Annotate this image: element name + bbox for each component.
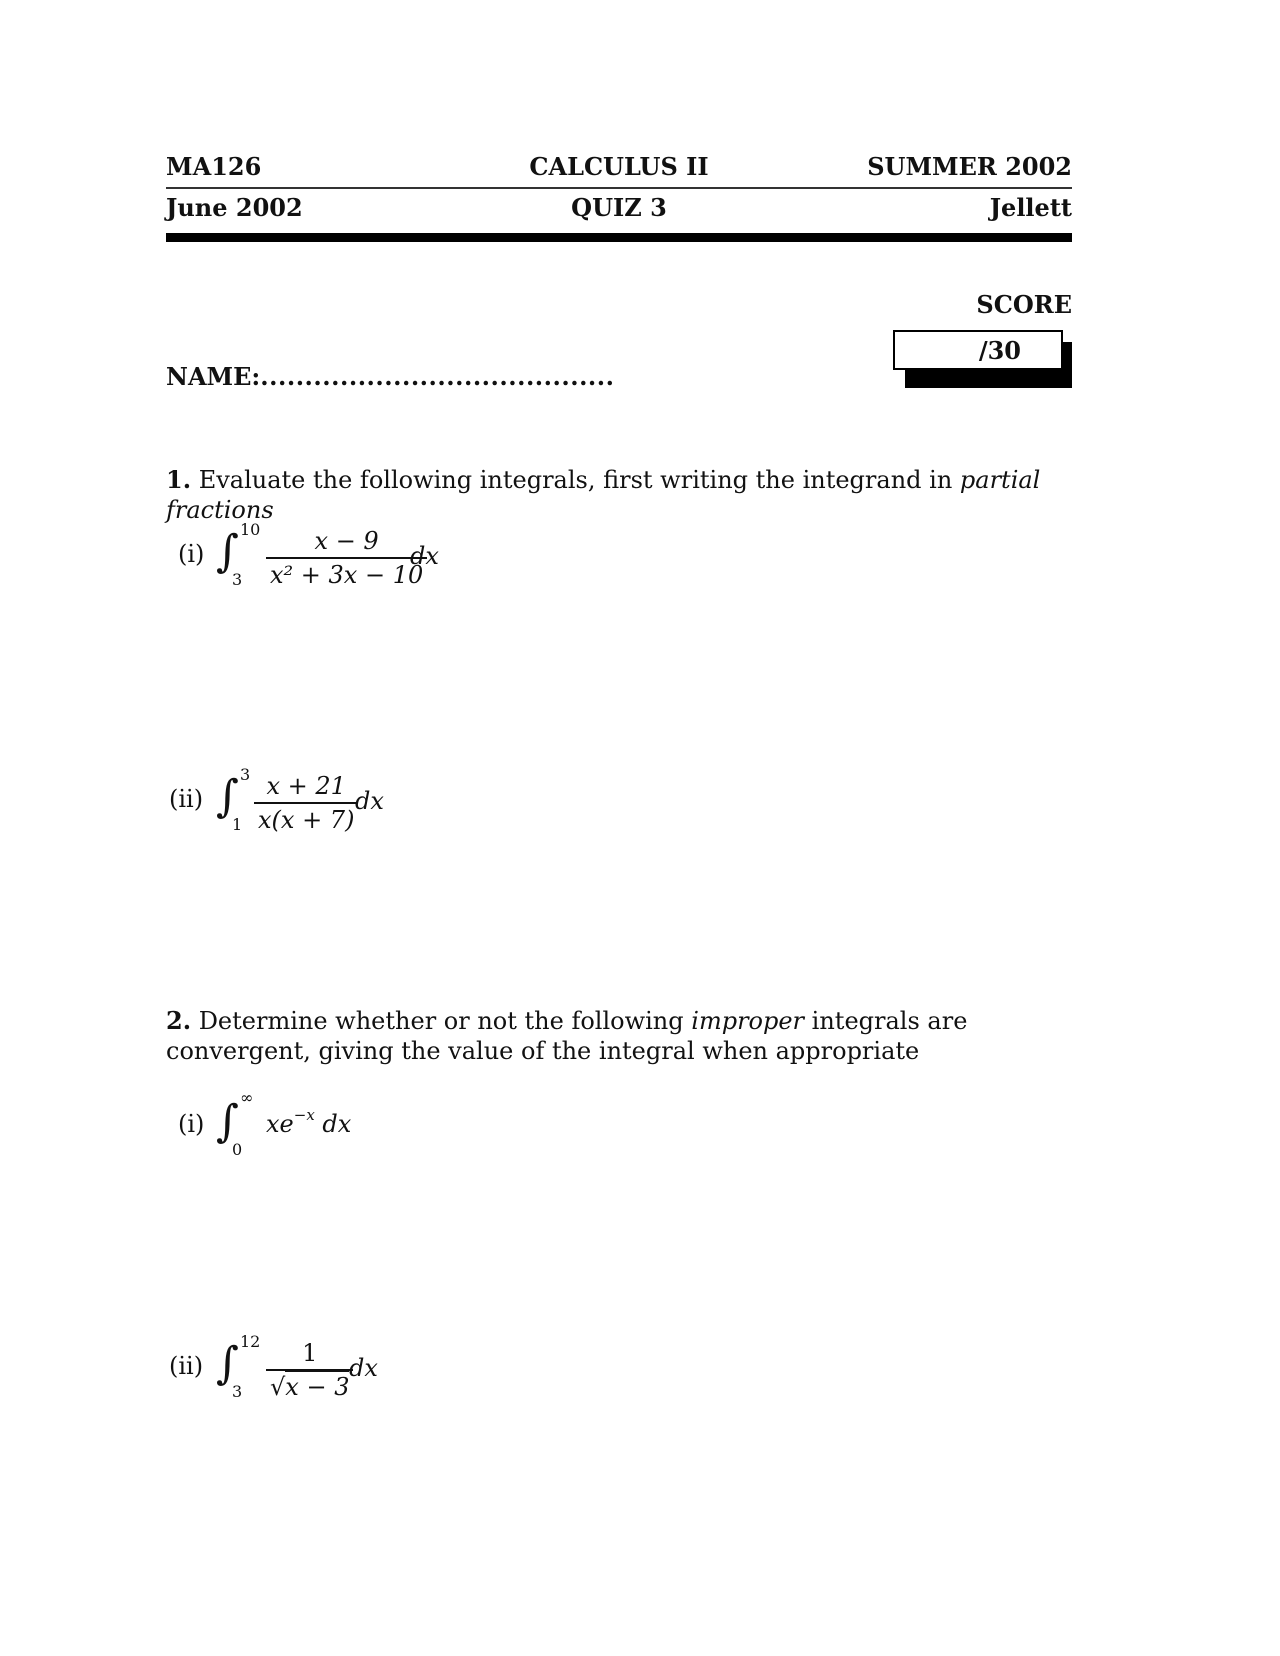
quiz-date: June 2002 — [166, 193, 303, 222]
question-1-number: 1. — [166, 465, 192, 494]
course-code: MA126 — [166, 152, 262, 181]
question-1-emphasis: partial fractions — [166, 466, 1041, 524]
question-2-emphasis: improper — [691, 1007, 805, 1035]
integral-sign: ∫ — [216, 1096, 239, 1147]
integrand — [266, 1106, 352, 1138]
upper-limit: 12 — [240, 1332, 261, 1351]
item-label: (ii) — [169, 1352, 204, 1380]
item-label: (i) — [178, 1110, 205, 1138]
integrand-fraction — [254, 772, 358, 834]
header-row-1 — [166, 152, 1072, 181]
header-divider — [166, 187, 1072, 189]
differential: dx — [349, 1354, 378, 1382]
denominator: x² + 3x − 10 — [270, 561, 424, 589]
denominator: x(x + 7) — [258, 806, 355, 834]
course-subject: CALCULUS II — [529, 152, 709, 181]
lower-limit: 3 — [232, 1382, 243, 1401]
name-dots: ........................................ — [260, 362, 615, 391]
question-1 — [166, 465, 1072, 525]
upper-limit: ∞ — [240, 1088, 254, 1107]
integral-sign: ∫ — [216, 526, 239, 577]
header-thick-rule — [166, 233, 1072, 242]
score-label: SCORE — [976, 290, 1072, 319]
question-2 — [166, 1006, 1072, 1066]
upper-limit: 10 — [240, 520, 261, 539]
question-2-text: Determine whether or not the following — [191, 1007, 692, 1035]
integrand-fraction — [266, 527, 427, 589]
radicand: x − 3 — [285, 1370, 349, 1401]
quiz-title: QUIZ 3 — [571, 193, 667, 222]
header-row-2 — [166, 193, 1072, 222]
lower-limit: 3 — [232, 570, 243, 589]
fraction-bar — [266, 557, 427, 559]
differential: dx — [355, 787, 384, 815]
term: SUMMER 2002 — [867, 152, 1072, 181]
integrand-exponent: −x — [293, 1106, 315, 1124]
q1-item-ii — [166, 765, 766, 865]
q1-item-i — [166, 520, 766, 620]
numerator: x + 21 — [266, 772, 346, 800]
lower-limit: 0 — [232, 1140, 243, 1159]
quiz-page — [166, 0, 1072, 1656]
numerator: x − 9 — [314, 527, 379, 555]
score-box — [893, 330, 1063, 370]
item-label: (i) — [178, 540, 205, 568]
question-2-text-end: integrals are convergent, giving the value of the integral when appropriate — [166, 1007, 968, 1065]
name-label: NAME: — [166, 362, 261, 391]
item-label: (ii) — [169, 785, 204, 813]
integral-sign: ∫ — [216, 771, 239, 822]
denominator-root: √x − 3 — [266, 1373, 353, 1401]
instructor: Jellett — [989, 193, 1072, 222]
differential: dx — [410, 542, 439, 570]
q2-item-ii — [166, 1332, 766, 1432]
upper-limit: 3 — [240, 765, 251, 784]
question-2-number: 2. — [166, 1006, 192, 1035]
question-1-text: Evaluate the following integrals, first writing the integrand in — [191, 466, 960, 494]
numerator: 1 — [302, 1339, 318, 1367]
fraction-bar — [254, 802, 358, 804]
integral-sign: ∫ — [216, 1338, 239, 1389]
name-field — [166, 362, 615, 391]
integrand-fraction — [266, 1339, 353, 1401]
lower-limit: 1 — [232, 815, 243, 834]
score-total: /30 — [978, 336, 1021, 365]
differential: dx — [322, 1110, 352, 1138]
integrand-base: xe — [266, 1110, 294, 1138]
q2-item-i — [166, 1088, 766, 1190]
